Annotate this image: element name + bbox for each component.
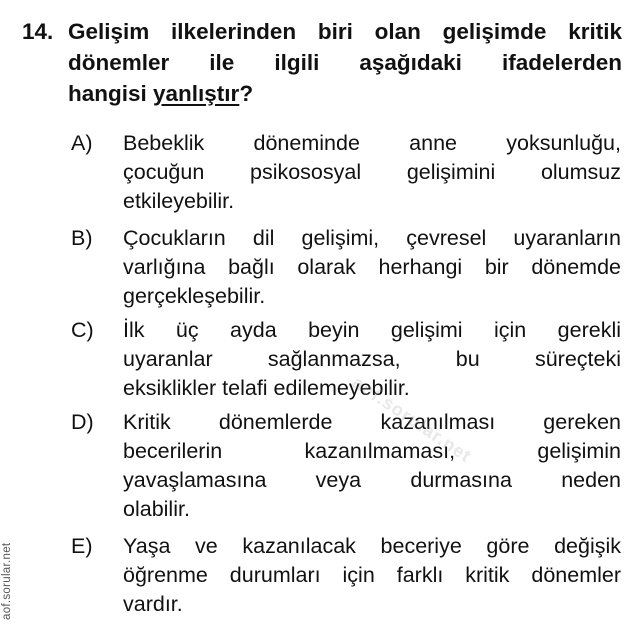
option-line: Kritik dönemlerde kazanılması gereken — [123, 410, 621, 434]
option-text — [123, 129, 621, 216]
option-letter: E) — [71, 534, 93, 558]
option-line: Çocukların dil gelişimi, çevresel uyaranların — [123, 226, 621, 250]
option-line: becerilerin kazanılmaması, gelişimin — [123, 439, 621, 463]
option-line: Bebeklik döneminde anne yoksunluğu, — [123, 131, 621, 155]
option-line: olabilir. — [123, 497, 190, 521]
question-stem-suffix: ? — [239, 81, 254, 106]
option-text — [123, 532, 621, 619]
option-text — [123, 224, 621, 311]
question-stem-last-line — [68, 78, 622, 109]
option-letter: D) — [71, 410, 94, 434]
question-stem-line: Gelişim ilkelerinden biri olan gelişimde kritik — [68, 19, 622, 44]
option-line: gerçekleşebilir. — [123, 284, 266, 308]
watermark-diagonal: aof.sorular.net — [348, 372, 476, 467]
question-number: 14. — [22, 19, 54, 44]
question-stem-emphasis: yanlıştır — [153, 81, 240, 106]
option-line: öğrenme durumları için farklı kritik dönemler — [123, 563, 621, 587]
watermark-side: aof.sorular.net — [1, 542, 13, 620]
question-stem-line: dönemler ile ilgili aşağıdaki ifadelerden — [68, 50, 622, 75]
option-line: yavaşlamasına veya durmasına neden — [123, 468, 621, 492]
option-letter: C) — [71, 318, 94, 342]
option-line: vardır. — [123, 592, 183, 616]
question-stem — [68, 16, 622, 109]
option-line: İlk üç ayda beyin gelişimi için gerekli — [123, 318, 621, 342]
option-line: etkileyebilir. — [123, 189, 235, 213]
option-text — [123, 408, 621, 524]
option-line: uyaranlar sağlanmazsa, bu süreçteki — [123, 347, 621, 371]
option-line: Yaşa ve kazanılacak beceriye göre değişik — [123, 534, 621, 558]
option-letter: A) — [71, 131, 93, 155]
question-stem-prefix: hangisi — [68, 81, 154, 106]
option-line: çocuğun psikososyal gelişimini olumsuz — [123, 160, 621, 184]
option-letter: B) — [71, 226, 93, 250]
option-line: eksiklikler telafi edilemeyebilir. — [123, 376, 410, 400]
option-line: varlığına bağlı olarak herhangi bir dönemde — [123, 255, 621, 279]
